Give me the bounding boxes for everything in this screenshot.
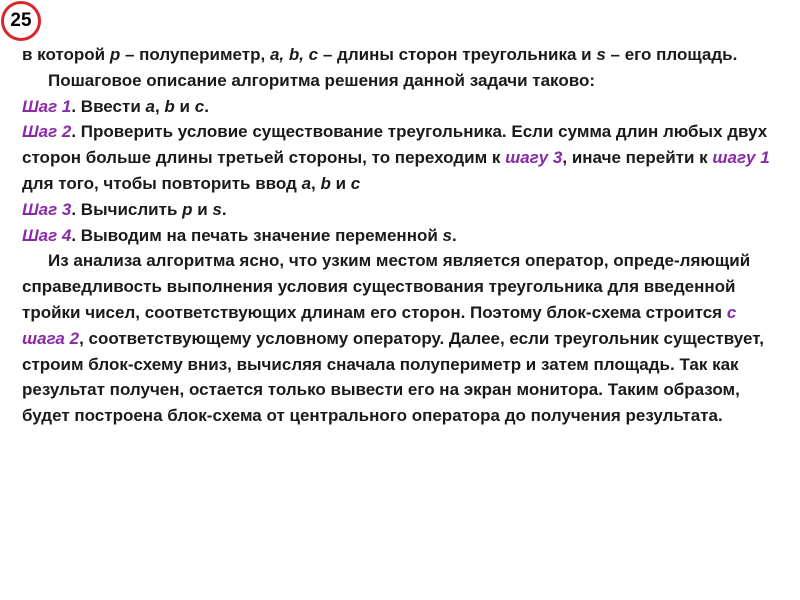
slide-text xyxy=(22,42,782,429)
lead-paragraph: Пошаговое описание алгоритма решения данной задачи таково: xyxy=(48,70,595,90)
slide-number-badge: 25 xyxy=(1,1,41,41)
step-3-label: Шаг 3 xyxy=(22,199,72,219)
analysis-paragraph: Из анализа алгоритма ясно, что узким местом является оператор, опреде-ляющий справедливость выполнения условия существования треугольника для введенной тройки чисел, соответствующих длинам его сторон. Поэтому блок-схема строится с шага 2, соответствующему условному оператору. Далее, если треугольник существует, строим блок-схему вниз, вычисляя сначала полупериметр и затем площадь. Так как результат получен, остается только вывести его на экран монитора. Таким образом, будет построена блок-схема от центрального оператора до получения результата. xyxy=(22,251,765,426)
step-4-label: Шаг 4 xyxy=(22,225,72,245)
step-3: Шаг 3. Вычислить p и s. xyxy=(22,199,227,219)
step-1-reference: шагу 1 xyxy=(712,148,770,168)
step-2-reference: с шага 2 xyxy=(22,302,737,348)
var-p: p xyxy=(109,45,121,64)
step-2: Шаг 2. Проверить условие существование треугольника. Если сумма длин любых двух сторон больше длины третьей стороны, то переходим к шагу 3, иначе перейти к шагу 1 для того, чтобы повторить ввод a, b и c xyxy=(22,122,770,193)
intro-paragraph: в которой p – полупериметр, a, b, c – длины сторон треугольника и s – его площадь. xyxy=(22,45,738,64)
var-s: s xyxy=(596,45,606,64)
step-1: Шаг 1. Ввести a, b и c. xyxy=(22,96,209,116)
step-1-label: Шаг 1 xyxy=(22,96,72,116)
step-2-label: Шаг 2 xyxy=(22,122,72,142)
step-4: Шаг 4. Выводим на печать значение переменной s. xyxy=(22,225,457,245)
step-3-reference: шагу 3 xyxy=(505,148,563,168)
var-abc: a, b, c xyxy=(269,45,319,64)
